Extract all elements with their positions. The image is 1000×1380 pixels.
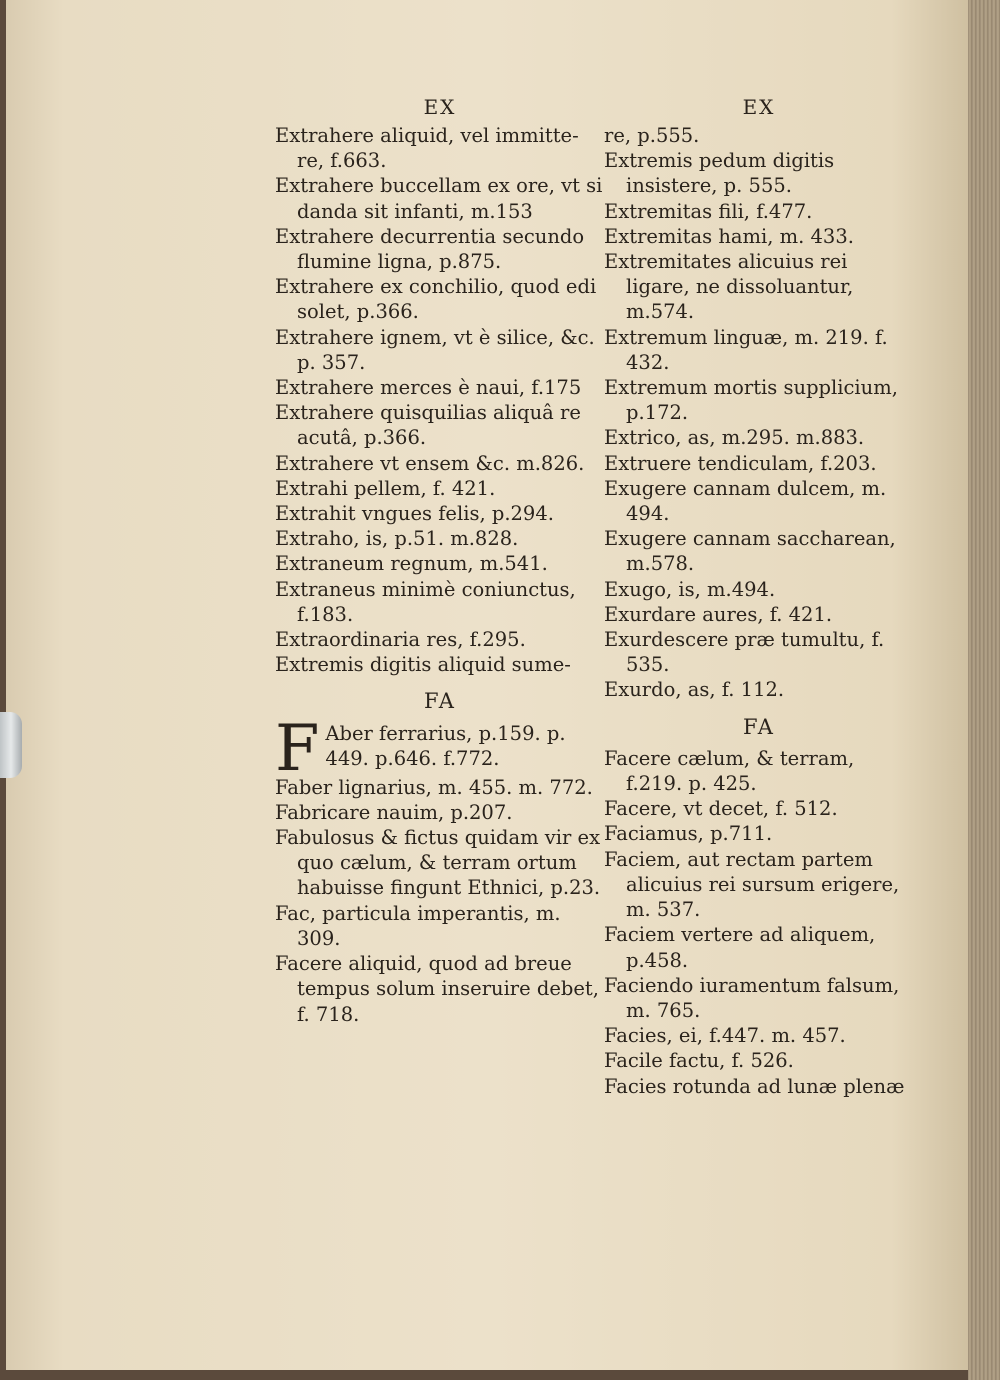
- index-entry: Extrahi pellem, f. 421.: [275, 476, 496, 500]
- index-entry: Extraho, is, p.51. m.828.: [275, 527, 519, 551]
- left-section-heading: FA: [424, 689, 456, 714]
- index-entry: Extrahit vngues felis, p.294.: [275, 502, 554, 526]
- index-entry: Facere, vt decet, f. 512.: [604, 797, 838, 821]
- index-entry-drop-cap: [275, 711, 605, 786]
- drop-cap: F: [275, 711, 320, 786]
- index-entry: Extrahere decurrentia secundo flumine ligna, p.875.: [275, 224, 585, 274]
- right-entries-fa: [604, 746, 914, 1099]
- index-entry: Extraneum regnum, m.541.: [275, 552, 548, 576]
- left-entries-top: [275, 123, 605, 677]
- index-entry: Exurdare aures, f. 421.: [604, 602, 833, 626]
- index-entry: Extruere tendiculam, f.203.: [604, 451, 877, 475]
- drop-cap-entry-text: Aber ferrarius, p.159. p. 449. p.646. f.772.: [325, 721, 566, 770]
- index-entry: Extrico, as, m.295. m.883.: [604, 426, 865, 450]
- page-clip: [0, 712, 22, 778]
- index-entry: Extremum mortis supplicium, p.172.: [604, 376, 898, 425]
- right-entries-top: [604, 123, 914, 703]
- index-entry: Fac, particula imperantis, m. 309.: [275, 901, 561, 950]
- left-entries-fa: [275, 775, 605, 1027]
- index-entry: Faciem vertere ad aliquem, p.458.: [604, 923, 876, 972]
- index-entry: Faciendo iuramentum falsum, m. 765.: [604, 973, 900, 1022]
- index-entry: Extrahere merces è naui, f.175: [275, 376, 582, 400]
- index-entry: Exurdo, as, f. 112.: [604, 678, 785, 702]
- index-entry: Exurdescere præ tumultu, f. 535.: [604, 628, 885, 677]
- index-entry: re, p.555.: [604, 124, 700, 147]
- index-entry: Extremis pedum digitis insistere, p. 555.: [604, 149, 835, 198]
- index-entry: Facile factu, f. 526.: [604, 1049, 794, 1073]
- index-entry: Facere cælum, & terram, f.219. p. 425.: [604, 746, 855, 796]
- index-entry: Facies, ei, f.447. m. 457.: [604, 1024, 846, 1048]
- index-entry: Extrahere ignem, vt è silice, &c. p. 357.: [275, 325, 595, 374]
- index-entry: Extremitates alicuius rei ligare, ne dissoluantur, m.574.: [604, 250, 854, 324]
- index-entry: Facere aliquid, quod ad breue tempus solum inseruire debet, f. 718.: [275, 952, 599, 1026]
- index-entry: Extremitas fili, f.477.: [604, 199, 813, 223]
- left-column: [275, 95, 605, 1027]
- index-entry: Extrahere ex conchilio, quod edi solet, p.366.: [275, 275, 597, 324]
- left-running-header: EX: [423, 95, 457, 119]
- index-entry: Faciem, aut rectam partem alicuius rei sursum erigere, m. 537.: [604, 847, 900, 922]
- index-entry: Fabulosus & fictus quidam vir ex quo cælum, & terram ortum habuisse fingunt Ethnici, p.23.: [275, 826, 601, 900]
- index-entry: Extraneus minimè coniunctus, f.183.: [275, 577, 576, 626]
- index-entry: Extrahere aliquid, vel immitte-re, f.663.: [275, 124, 579, 173]
- index-entry: Exugere cannam dulcem, m. 494.: [604, 476, 887, 526]
- right-section-heading: FA: [743, 714, 775, 739]
- index-entry: Extrahere quisquilias aliquâ re acutâ, p.366.: [275, 401, 581, 450]
- right-running-header: EX: [742, 95, 776, 119]
- index-entry: Exugere cannam saccharean, m.578.: [604, 527, 896, 576]
- page-edges: [968, 0, 1000, 1380]
- index-entry: Facies rotunda ad lunæ plenæ: [604, 1074, 905, 1098]
- index-entry: Extremitas hami, m. 433.: [604, 224, 854, 248]
- index-entry: Extremum linguæ, m. 219. f. 432.: [604, 325, 888, 374]
- index-entry: Extrahere vt ensem &c. m.826.: [275, 451, 585, 475]
- index-entry: Extraordinaria res, f.295.: [275, 628, 526, 652]
- index-entry: Extrahere buccellam ex ore, vt si danda sit infanti, m.153: [275, 174, 603, 223]
- index-entry: Faciamus, p.711.: [604, 822, 773, 846]
- right-column: [604, 95, 914, 1099]
- index-entry: Extremis digitis aliquid sume-: [275, 653, 571, 677]
- index-entry: Fabricare nauim, p.207.: [275, 800, 513, 824]
- index-entry: Exugo, is, m.494.: [604, 577, 776, 601]
- index-entry: Faber lignarius, m. 455. m. 772.: [275, 775, 593, 799]
